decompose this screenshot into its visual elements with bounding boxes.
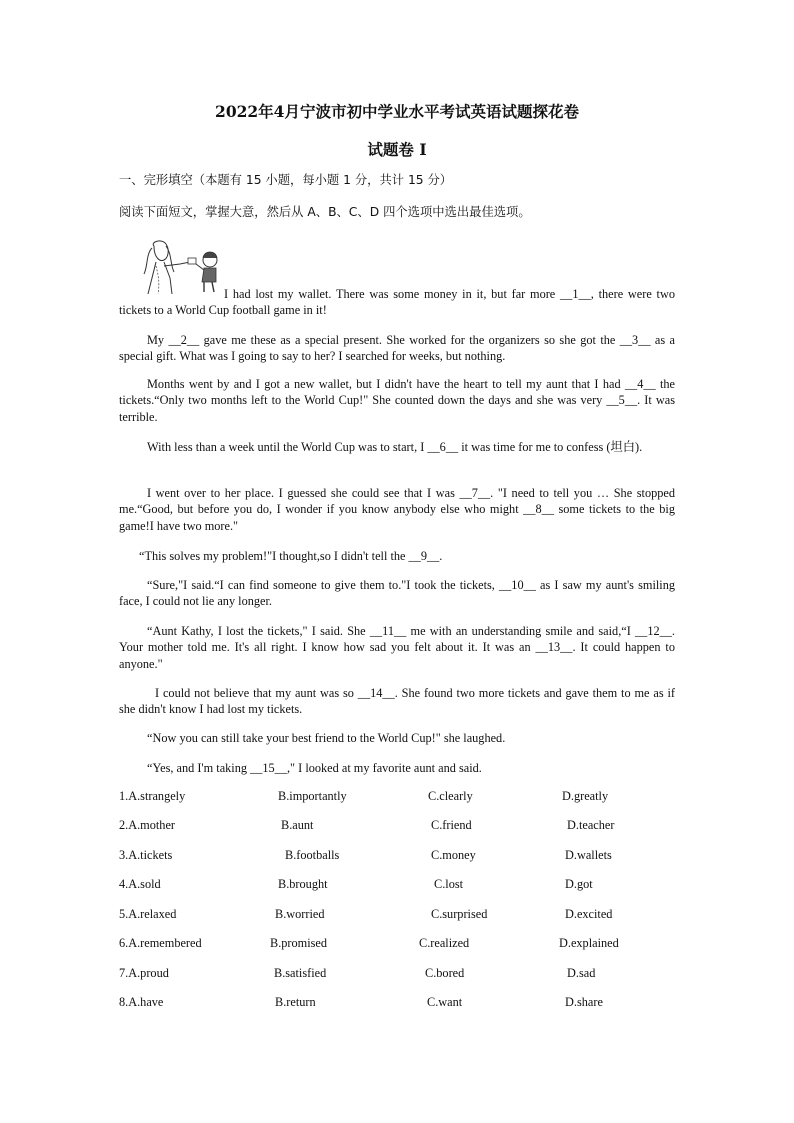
option-a: 4.A.sold — [119, 877, 161, 891]
passage-paragraph: I went over to her place. I guessed she could see that I was __7__. "I need to tell you … She stopped me.“Good, but before you do, I wonder if you know anybody else who might __8__ some tickets to the big game!I have two more." — [119, 486, 675, 533]
option-c: C.friend — [431, 818, 472, 832]
passage-paragraph: I could not believe that my aunt was so __14__. She found two more tickets and gave them to me as if she didn't know I had lost my tickets. — [119, 686, 675, 717]
option-row — [119, 848, 699, 866]
passage-paragraph: My __2__ gave me these as a special present. She worked for the organizers so she got the __3__ as a special gift. What was I going to say to her? I searched for weeks, but nothing. — [119, 333, 675, 364]
option-d: D.explained — [559, 936, 619, 950]
option-a: 2.A.mother — [119, 818, 176, 832]
option-row — [119, 789, 699, 807]
option-a: 3.A.tickets — [119, 848, 173, 862]
option-d: D.sad — [567, 966, 596, 980]
option-b: B.footballs — [285, 848, 340, 862]
option-d: D.teacher — [567, 818, 615, 832]
option-c: C.realized — [419, 936, 470, 950]
option-c: C.lost — [434, 877, 464, 891]
passage-paragraph: I had lost my wallet. There was some money in it, but far more __1__, there were two tickets to a World Cup football game in it! — [119, 287, 675, 318]
option-d: D.wallets — [565, 848, 612, 862]
section-heading: 一、完形填空（本题有 15 小题，每小题 1 分，共计 15 分） — [119, 173, 453, 187]
option-row — [119, 995, 699, 1013]
passage-paragraph: With less than a week until the World Cup was to start, I __6__ it was time for me to confess (坦白). — [147, 440, 643, 454]
option-a: 6.A.remembered — [119, 936, 202, 950]
exam-title: 2022年4月宁波市初中学业水平考试英语试题探花卷 — [215, 102, 579, 121]
option-c: C.surprised — [431, 907, 488, 921]
option-d: D.excited — [565, 907, 613, 921]
passage-paragraph: “Aunt Kathy, I lost the tickets," I said. She __11__ me with an understanding smile and said,“I __12__. Your mother told me. It's all right. I know how sad you felt about it. It was an __13__. It could happen to anyone." — [119, 624, 675, 671]
passage-paragraph: “Sure,"I said.“I can find someone to give them to."I took the tickets, __10__ as I saw my aunt's smiling face, I could not lie any longer. — [119, 578, 675, 609]
passage-paragraph: Months went by and I got a new wallet, but I didn't have the heart to tell my aunt that I had __4__ the tickets.“Only two months left to the World Cup!" She counted down the days and she was very __5__. It was terrible. — [119, 377, 675, 424]
option-row — [119, 936, 699, 954]
exam-subtitle: 试题卷 I — [367, 140, 427, 159]
option-a: 1.A.strangely — [119, 789, 186, 803]
option-b: B.worried — [275, 907, 325, 921]
option-b: B.promised — [270, 936, 328, 950]
option-a: 5.A.relaxed — [119, 907, 177, 921]
option-b: B.return — [275, 995, 316, 1009]
option-c: C.want — [427, 995, 463, 1009]
passage-paragraph: “Now you can still take your best friend to the World Cup!" she laughed. — [147, 731, 506, 745]
section-instruction: 阅读下面短文，掌握大意，然后从 A、B、C、D 四个选项中选出最佳选项。 — [119, 205, 531, 219]
option-row — [119, 907, 699, 925]
option-b: B.importantly — [278, 789, 347, 803]
option-row — [119, 818, 699, 836]
option-b: B.satisfied — [274, 966, 327, 980]
option-b: B.aunt — [281, 818, 314, 832]
option-d: D.share — [565, 995, 603, 1009]
option-d: D.got — [565, 877, 593, 891]
passage-paragraph: “This solves my problem!"I thought,so I didn't tell the __9__. — [139, 549, 443, 563]
option-a: 8.A.have — [119, 995, 164, 1009]
passage-paragraph: “Yes, and I'm taking __15__," I looked at my favorite aunt and said. — [147, 761, 482, 775]
option-b: B.brought — [278, 877, 328, 891]
option-a: 7.A.proud — [119, 966, 169, 980]
option-row — [119, 966, 699, 984]
option-c: C.bored — [425, 966, 465, 980]
option-row — [119, 877, 699, 895]
option-c: C.money — [431, 848, 476, 862]
option-d: D.greatly — [562, 789, 609, 803]
option-c: C.clearly — [428, 789, 473, 803]
